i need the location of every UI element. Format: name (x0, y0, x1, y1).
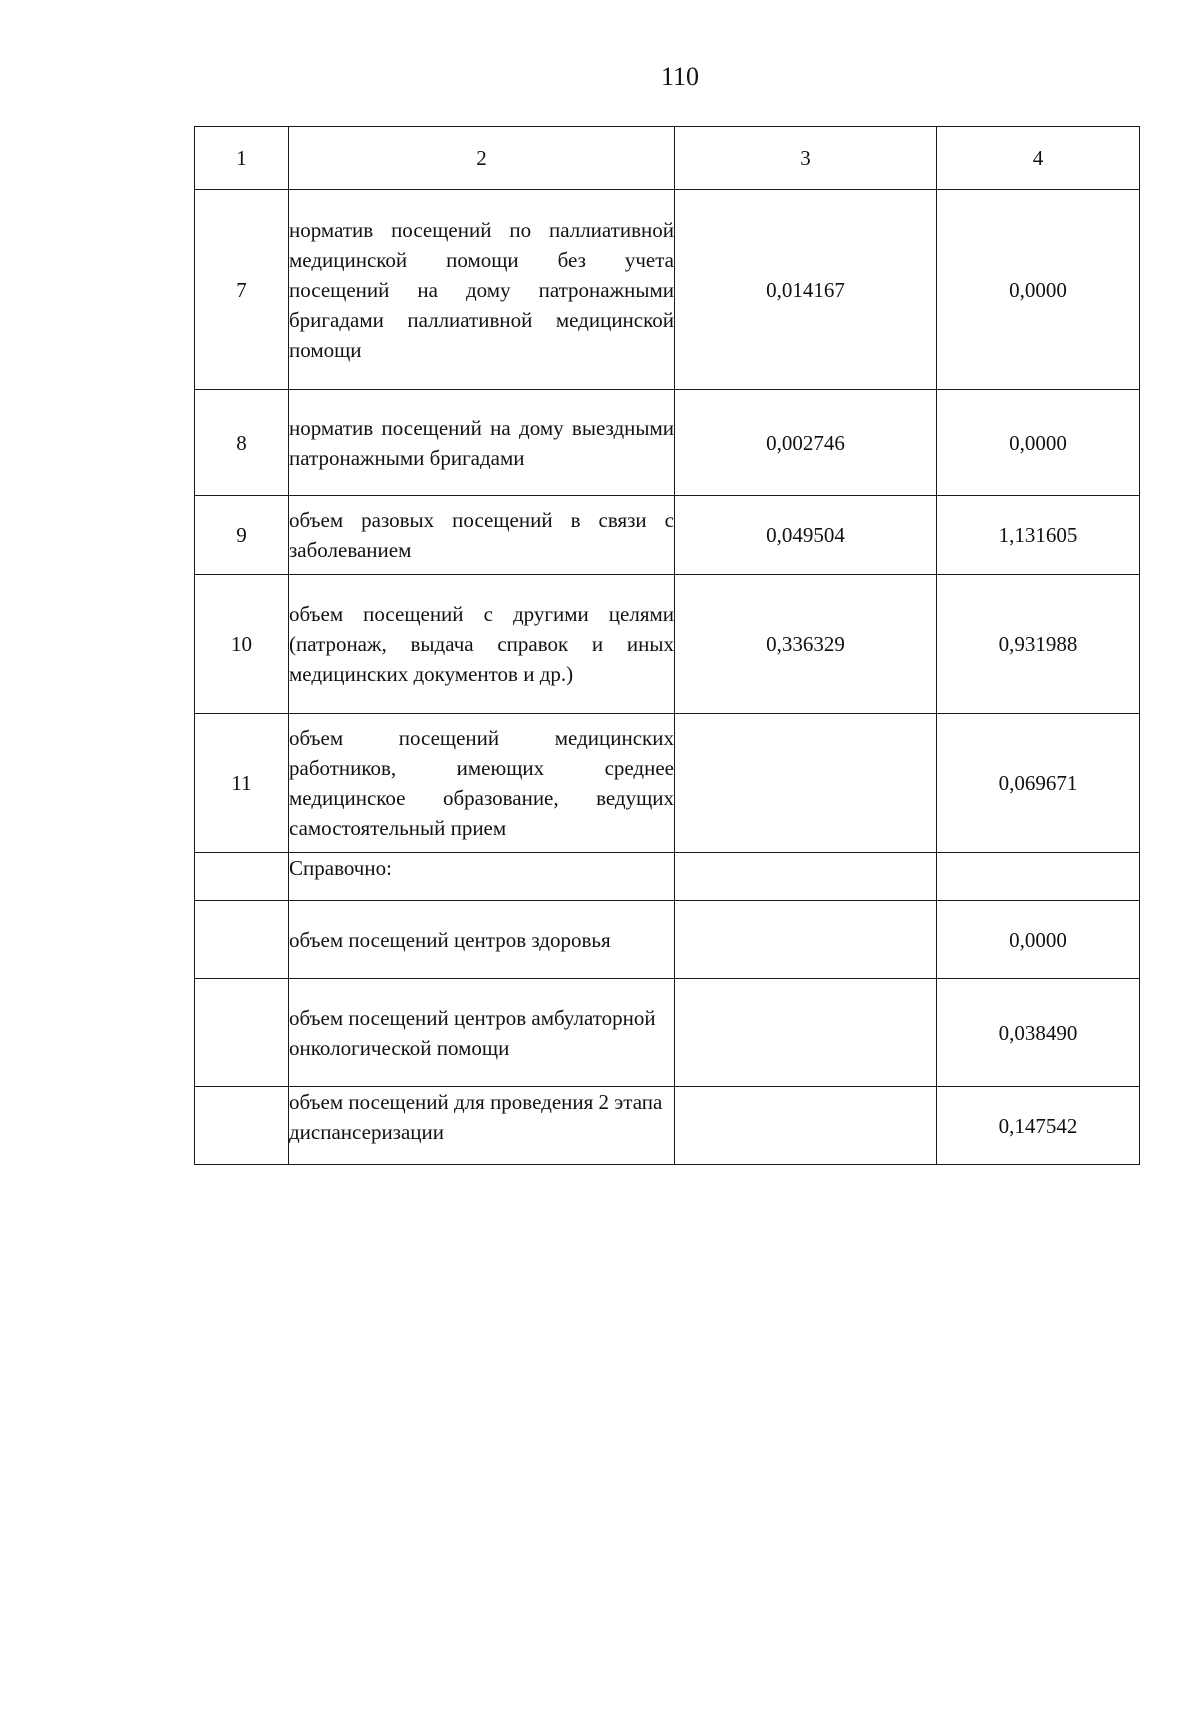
row-value-col4 (937, 853, 1140, 901)
row-number (195, 901, 289, 979)
row-value-col4: 0,069671 (937, 714, 1140, 853)
table-row (195, 496, 1140, 575)
table-row (195, 390, 1140, 496)
row-value-col4: 0,0000 (937, 390, 1140, 496)
data-table (194, 126, 1140, 1165)
column-header-3: 3 (675, 127, 937, 190)
row-description: объем разовых посещений в связи с заболеванием (289, 496, 675, 575)
table-row (195, 714, 1140, 853)
column-header-2: 2 (289, 127, 675, 190)
row-description: объем посещений для проведения 2 этапа диспансеризации (289, 1087, 675, 1165)
page-number: 110 (660, 62, 700, 91)
row-value-col3: 0,014167 (675, 190, 937, 390)
row-number (195, 1087, 289, 1165)
table-row (195, 190, 1140, 390)
section-heading: Справочно: (289, 853, 675, 901)
row-value-col3: 0,336329 (675, 575, 937, 714)
row-value-col3 (675, 979, 937, 1087)
row-number: 7 (195, 190, 289, 390)
table-row-section-heading (195, 853, 1140, 901)
table-row (195, 901, 1140, 979)
row-value-col4: 0,038490 (937, 979, 1140, 1087)
row-number: 8 (195, 390, 289, 496)
row-description: объем посещений медицинских работников, имеющих среднее медицинское образование, ведущих самостоятельный прием (289, 714, 675, 853)
row-value-col3: 0,002746 (675, 390, 937, 496)
row-description: объем посещений центров амбулаторной онкологической помощи (289, 979, 675, 1087)
table-row (195, 979, 1140, 1087)
table-row (195, 575, 1140, 714)
row-description: норматив посещений на дому выездными патронажными бригадами (289, 390, 675, 496)
row-value-col4: 0,0000 (937, 901, 1140, 979)
row-number (195, 979, 289, 1087)
table-header-row (195, 127, 1140, 190)
row-value-col3 (675, 901, 937, 979)
row-value-col4: 0,0000 (937, 190, 1140, 390)
row-description: норматив посещений по паллиативной медицинской помощи без учета посещений на дому патронажными бригадами паллиативной медицинской помощи (289, 190, 675, 390)
row-value-col3 (675, 1087, 937, 1165)
row-value-col4: 0,147542 (937, 1087, 1140, 1165)
row-number: 11 (195, 714, 289, 853)
row-number: 9 (195, 496, 289, 575)
row-value-col4: 0,931988 (937, 575, 1140, 714)
row-number: 10 (195, 575, 289, 714)
column-header-4: 4 (937, 127, 1140, 190)
row-value-col3: 0,049504 (675, 496, 937, 575)
row-description: объем посещений центров здоровья (289, 901, 675, 979)
row-value-col3 (675, 714, 937, 853)
row-value-col4: 1,131605 (937, 496, 1140, 575)
row-number (195, 853, 289, 901)
row-description: объем посещений с другими целями (патронаж, выдача справок и иных медицинских документов и др.) (289, 575, 675, 714)
row-value-col3 (675, 853, 937, 901)
table-row (195, 1087, 1140, 1165)
column-header-1: 1 (195, 127, 289, 190)
